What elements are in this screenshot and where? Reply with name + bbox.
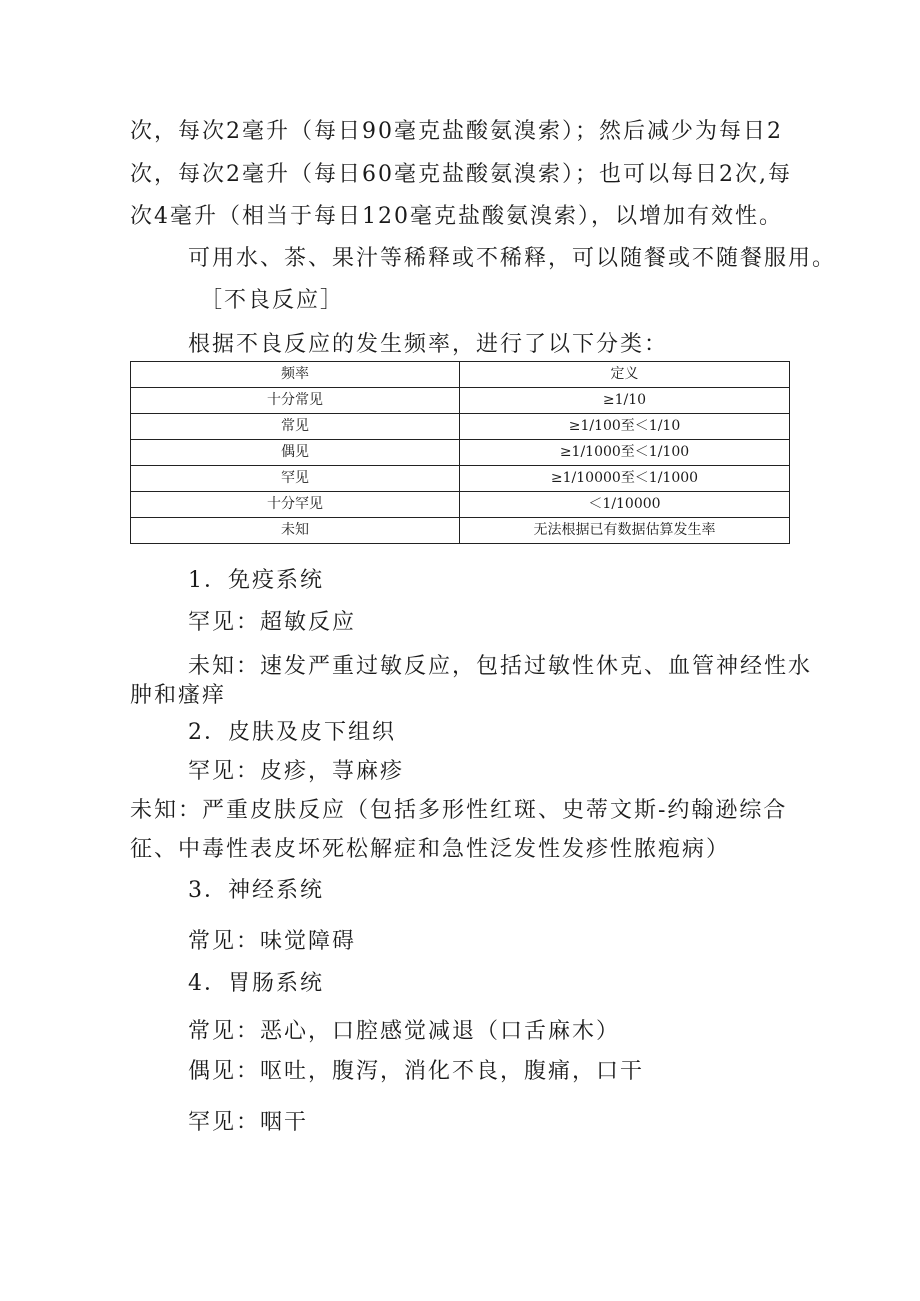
dosage-line-3: 次4毫升（相当于每日120毫克盐酸氨溴索），以增加有效性。 (130, 204, 783, 229)
table-row (131, 388, 790, 414)
table-row (131, 440, 790, 466)
table-header-row (131, 362, 790, 388)
table-row (131, 466, 790, 492)
section-2-title: 2．皮肤及皮下组织 (188, 720, 396, 745)
dosage-line-2: 次，每次2毫升（每日60毫克盐酸氨溴索）；也可以每日2次,每 (130, 162, 792, 187)
section-3-title: 3．神经系统 (188, 878, 324, 903)
table-row (131, 414, 790, 440)
section-1-unknown-a: 未知：速发严重过敏反应，包括过敏性休克、血管神经性水 (188, 654, 813, 679)
dosage-line-1: 次，每次2毫升（每日90毫克盐酸氨溴索）；然后减少为每日2 (130, 119, 783, 144)
section-4-rare: 罕见：咽干 (188, 1110, 309, 1135)
section-4-common: 常见：恶心，口腔感觉减退（口舌麻木） (188, 1019, 621, 1044)
section-2-unknown-b: 征、中毒性表皮坏死松解症和急性泛发性发疹性脓疱病） (130, 837, 731, 862)
section-2-unknown-a: 未知：严重皮肤反应（包括多形性红斑、史蒂文斯-约翰逊综合 (130, 798, 788, 823)
table-cell: 十分罕见 (131, 492, 460, 518)
table-cell: 偶见 (131, 440, 460, 466)
table-cell: 无法根据已有数据估算发生率 (460, 518, 790, 544)
table-cell: 常见 (131, 414, 460, 440)
section-4-occasional: 偶见：呕吐，腹泻，消化不良，腹痛，口干 (188, 1059, 645, 1084)
section-1-title: 1．免疫系统 (188, 568, 324, 593)
adverse-intro: 根据不良反应的发生频率，进行了以下分类： (188, 332, 669, 357)
dosage-line-4: 可用水、茶、果汁等稀释或不稀释，可以随餐或不随餐服用。 (188, 246, 837, 271)
adverse-heading: ［不良反应］ (200, 288, 345, 313)
table-cell: ≥1/10 (460, 388, 790, 414)
table-header-cell: 频率 (131, 362, 460, 388)
table-cell: ≥1/100至＜1/10 (460, 414, 790, 440)
table-cell: ≥1/10000至＜1/1000 (460, 466, 790, 492)
table-cell: 十分常见 (131, 388, 460, 414)
section-3-common: 常见：味觉障碍 (188, 929, 357, 954)
table-cell: ≥1/1000至＜1/100 (460, 440, 790, 466)
section-1-rare: 罕见：超敏反应 (188, 610, 357, 635)
section-1-unknown-b: 肿和瘙痒 (130, 683, 227, 708)
table-header-cell: 定义 (460, 362, 790, 388)
table-cell: ＜1/10000 (460, 492, 790, 518)
section-2-rare: 罕见：皮疹，荨麻疹 (188, 759, 405, 784)
table-cell: 罕见 (131, 466, 460, 492)
table-cell: 未知 (131, 518, 460, 544)
frequency-table (130, 361, 790, 544)
table-row (131, 518, 790, 544)
table-row (131, 492, 790, 518)
section-4-title: 4．胃肠系统 (188, 971, 324, 996)
